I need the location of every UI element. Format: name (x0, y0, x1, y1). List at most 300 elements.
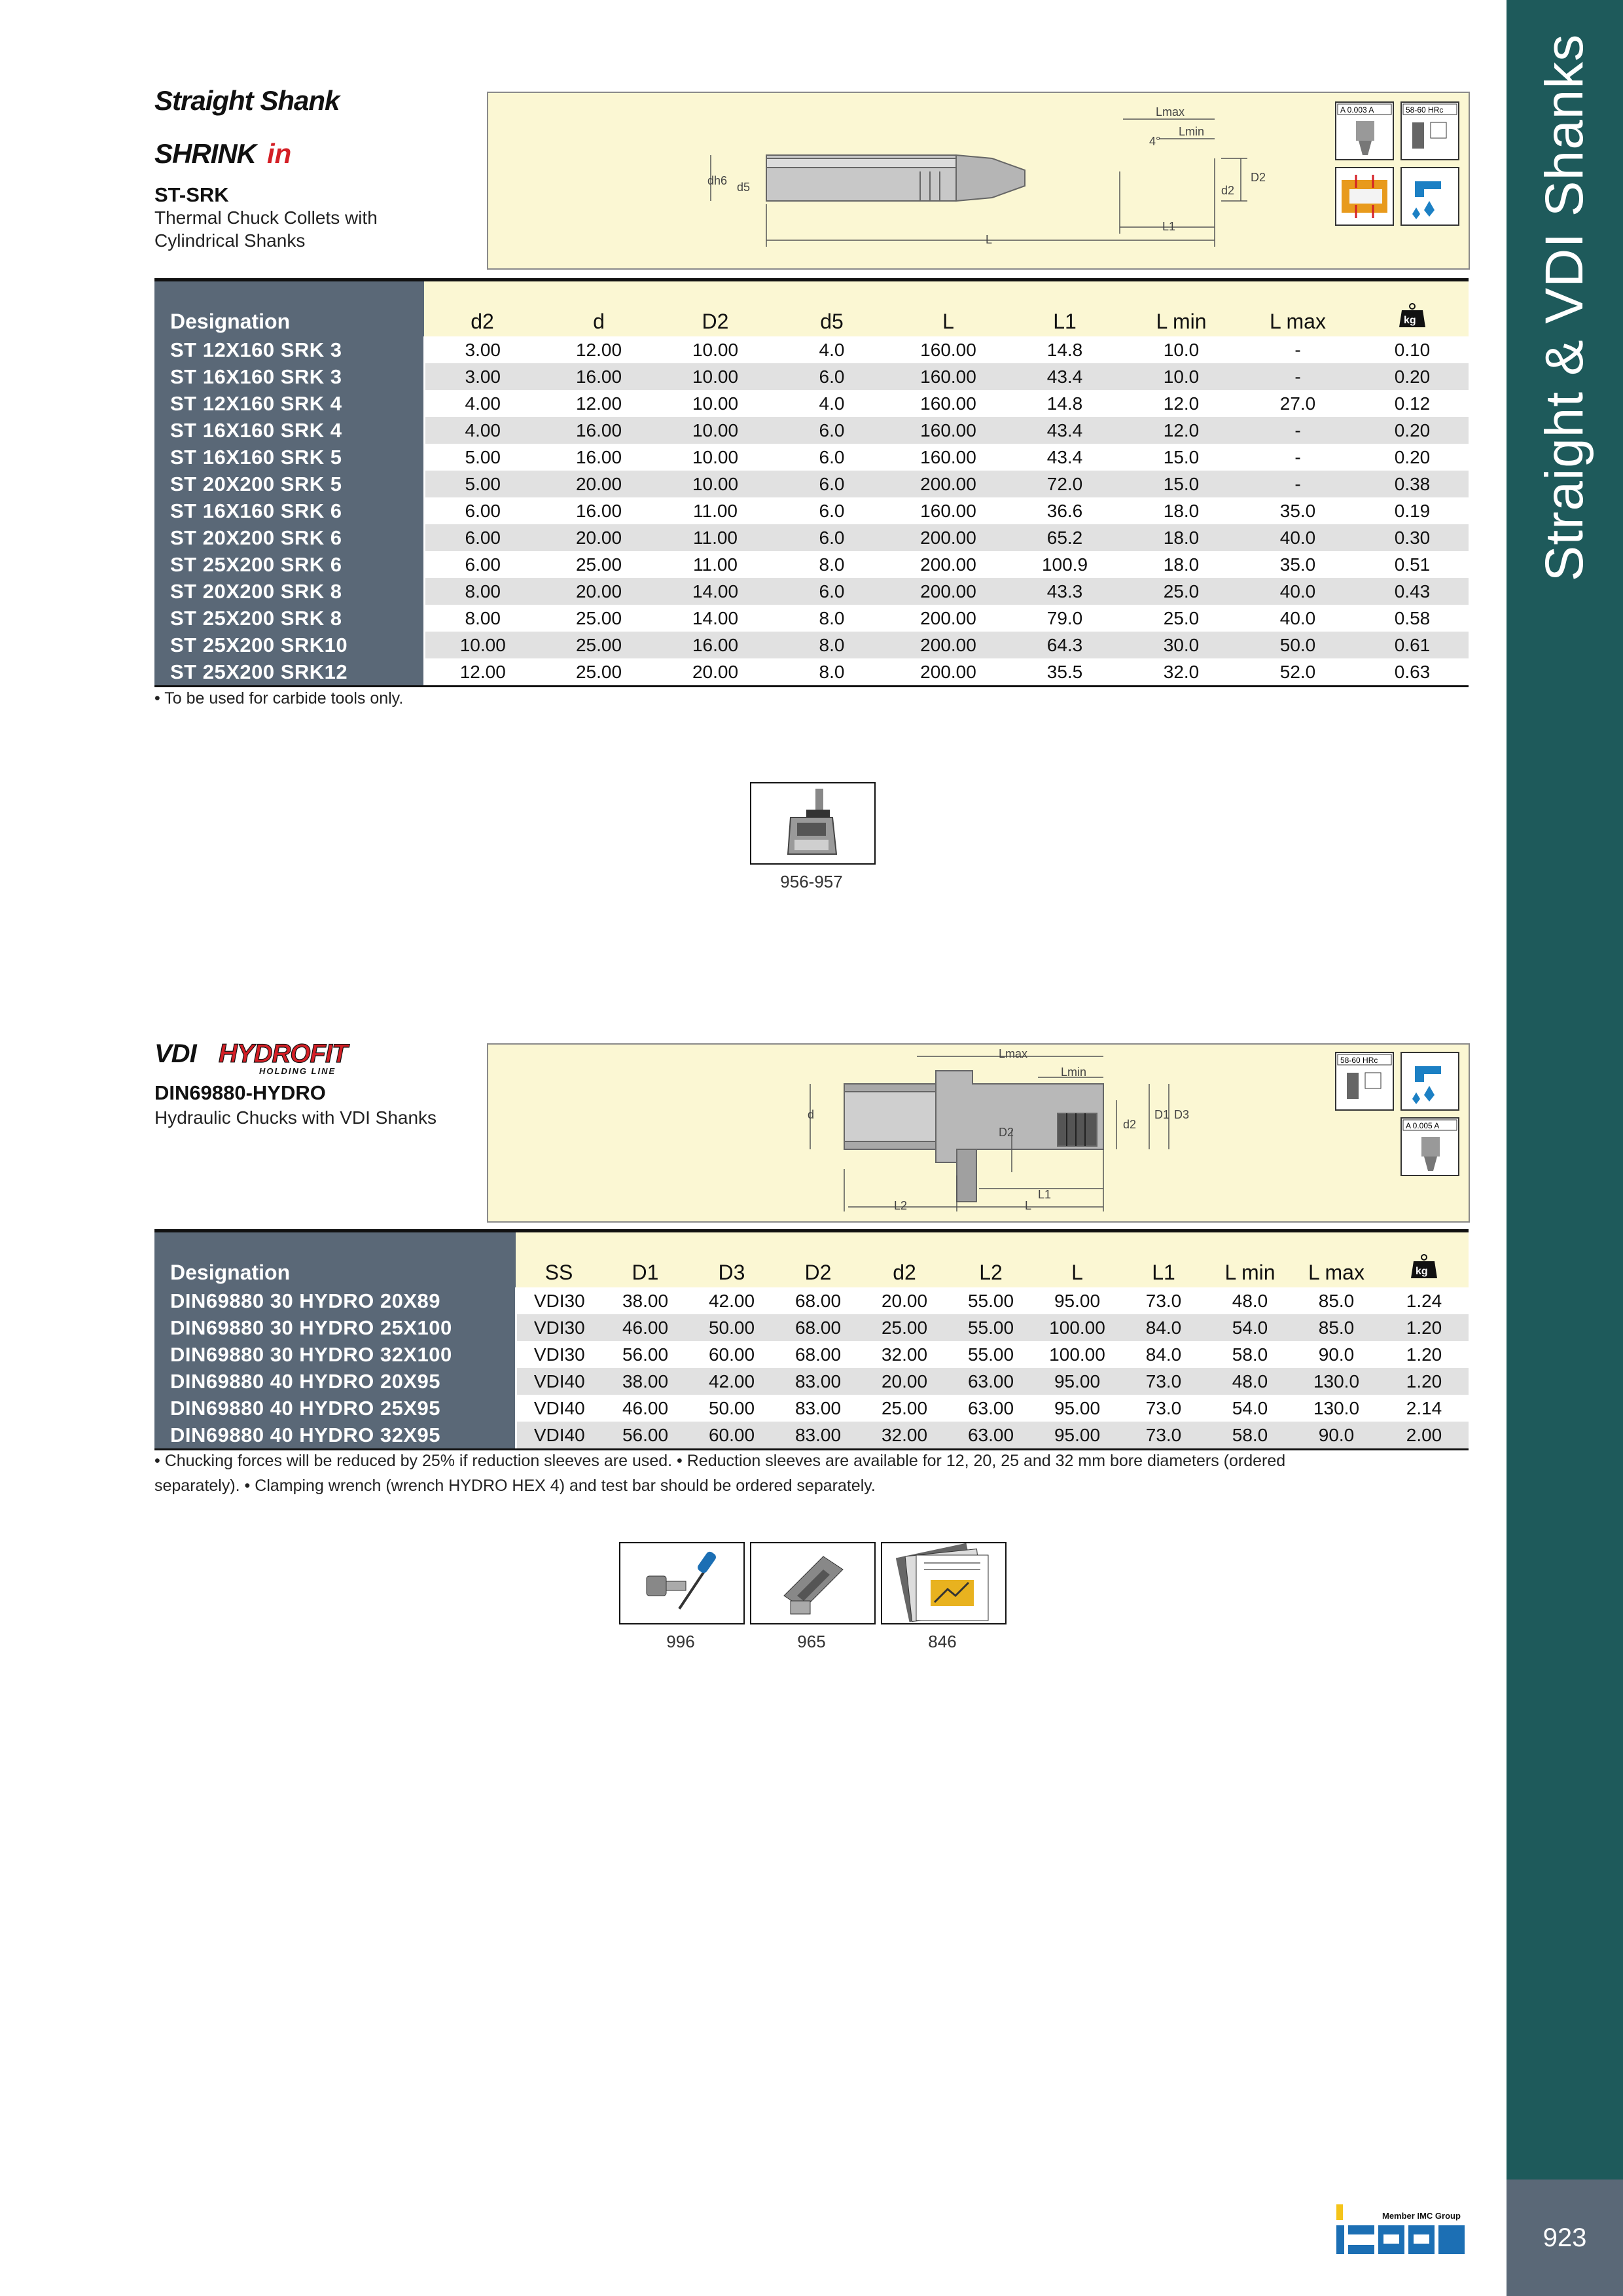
table-row (154, 1368, 1469, 1395)
t2-value-cell: 58.0 (1207, 1341, 1293, 1368)
t1-value-cell: 5.00 (424, 471, 541, 497)
sleeve-icon (751, 1543, 874, 1623)
t2-value-cell: 100.00 (1034, 1314, 1120, 1341)
t1-value-cell: 6.0 (774, 444, 890, 471)
col-L: L (890, 280, 1007, 337)
brand-vdi: VDI (154, 1039, 196, 1068)
t1-value-cell: 8.0 (774, 551, 890, 578)
section1-note: • To be used for carbide tools only. (154, 689, 404, 708)
hardness-text: 58-60 HRc (1406, 105, 1444, 115)
t1-designation-cell: ST 25X200 SRK 6 (154, 551, 424, 578)
t1-value-cell: 30.0 (1123, 632, 1240, 658)
t2-value-cell: 54.0 (1207, 1395, 1293, 1422)
t1-value-cell: 35.0 (1240, 497, 1356, 524)
t2-value-cell: 95.00 (1034, 1287, 1120, 1314)
t2-value-cell: 58.0 (1207, 1422, 1293, 1450)
table-row (154, 1395, 1469, 1422)
t1-value-cell: 8.0 (774, 632, 890, 658)
t2-value-cell: 20.00 (861, 1287, 948, 1314)
col2-lmax: L max (1293, 1231, 1380, 1288)
t1-value-cell: 10.00 (657, 363, 774, 390)
shrink-collet-drawing (488, 93, 1469, 268)
t1-designation-cell: ST 20X200 SRK 8 (154, 578, 424, 605)
t1-designation-cell: ST 16X160 SRK 3 (154, 363, 424, 390)
col-D2: D2 (657, 280, 774, 337)
t1-value-cell: 25.00 (541, 551, 657, 578)
hardness-icon-2 (1335, 1052, 1394, 1111)
t2-designation-cell: DIN69880 40 HYDRO 32X95 (154, 1422, 516, 1450)
t2-value-cell: 73.0 (1120, 1422, 1207, 1450)
t1-value-cell: 18.0 (1123, 497, 1240, 524)
drawing2-label-lmin: Lmin (1061, 1066, 1087, 1079)
t1-value-cell: 25.00 (541, 658, 657, 687)
t1-value-cell: 52.0 (1240, 658, 1356, 687)
t1-value-cell: 0.10 (1356, 336, 1469, 363)
t2-value-cell: 56.00 (602, 1422, 688, 1450)
t1-value-cell: 6.0 (774, 471, 890, 497)
shrinkin-logo (154, 134, 312, 173)
t1-value-cell: 12.00 (541, 336, 657, 363)
t1-value-cell: 3.00 (424, 363, 541, 390)
tolerance-text: A 0.003 A (1340, 105, 1374, 115)
hardness-text-2: 58-60 HRc (1340, 1056, 1378, 1065)
t2-value-cell: 2.00 (1380, 1422, 1469, 1450)
t1-value-cell: 14.00 (657, 605, 774, 632)
weight-icon-2 (1410, 1253, 1438, 1276)
t1-designation-cell: ST 12X160 SRK 4 (154, 390, 424, 417)
t1-value-cell: 0.61 (1356, 632, 1469, 658)
shrink-machine-icon (751, 783, 874, 863)
t1-value-cell: 0.20 (1356, 363, 1469, 390)
t2-value-cell: 32.00 (861, 1341, 948, 1368)
t1-value-cell: 35.0 (1240, 551, 1356, 578)
section2-table (154, 1229, 1469, 1450)
t1-value-cell: 200.00 (890, 471, 1007, 497)
hydraulic-chuck-drawing (488, 1045, 1469, 1221)
drawing-label-angle: 4° (1149, 135, 1161, 148)
t1-value-cell: 12.00 (424, 658, 541, 687)
drawing2-label-d: d (808, 1108, 815, 1121)
catalog-icon (882, 1543, 1005, 1623)
drawing-label-D2: D2 (1251, 171, 1266, 184)
t1-value-cell: - (1240, 336, 1356, 363)
t2-value-cell: VDI30 (516, 1341, 602, 1368)
t2-value-cell: 38.00 (602, 1287, 688, 1314)
table-row (154, 632, 1469, 658)
table-row (154, 1287, 1469, 1314)
t1-value-cell: 20.00 (657, 658, 774, 687)
t2-value-cell: 46.00 (602, 1314, 688, 1341)
t1-value-cell: 0.63 (1356, 658, 1469, 687)
t2-designation-cell: DIN69880 30 HYDRO 32X100 (154, 1341, 516, 1368)
table-row (154, 336, 1469, 363)
t2-value-cell: 63.00 (948, 1368, 1034, 1395)
section1-table (154, 278, 1469, 687)
t1-designation-cell: ST 25X200 SRK12 (154, 658, 424, 687)
t1-value-cell: 15.0 (1123, 444, 1240, 471)
ref-965-box[interactable] (750, 1542, 876, 1624)
t1-value-cell: 20.00 (541, 578, 657, 605)
t1-value-cell: 25.0 (1123, 578, 1240, 605)
drawing-label-lmin: Lmin (1179, 125, 1205, 138)
t1-value-cell: 0.30 (1356, 524, 1469, 551)
hardness-icon (1400, 101, 1459, 160)
col-designation: Designation (154, 280, 424, 337)
t1-value-cell: - (1240, 363, 1356, 390)
t2-value-cell: 85.0 (1293, 1287, 1380, 1314)
t1-value-cell: - (1240, 444, 1356, 471)
t1-value-cell: 14.00 (657, 578, 774, 605)
ref-996-label: 996 (666, 1632, 695, 1651)
table-row (154, 390, 1469, 417)
t1-value-cell: 6.0 (774, 363, 890, 390)
t1-value-cell: 27.0 (1240, 390, 1356, 417)
t1-value-cell: 6.00 (424, 524, 541, 551)
col-d2: d2 (424, 280, 541, 337)
t1-value-cell: 12.00 (541, 390, 657, 417)
heat-shrink-icon (1335, 167, 1394, 226)
table-row (154, 1422, 1469, 1450)
t2-designation-cell: DIN69880 30 HYDRO 20X89 (154, 1287, 516, 1314)
col-d5: d5 (774, 280, 890, 337)
t2-value-cell: 73.0 (1120, 1368, 1207, 1395)
table-row (154, 524, 1469, 551)
t2-value-cell: 85.0 (1293, 1314, 1380, 1341)
t1-value-cell: 20.00 (541, 471, 657, 497)
t2-value-cell: 1.24 (1380, 1287, 1469, 1314)
t1-value-cell: 6.00 (424, 551, 541, 578)
col2-d2: d2 (861, 1231, 948, 1288)
ref-956-957-box[interactable] (750, 782, 876, 865)
t1-value-cell: 25.0 (1123, 605, 1240, 632)
brand-hydro: HYDROFIT (219, 1039, 348, 1068)
t2-value-cell: 100.00 (1034, 1341, 1120, 1368)
t1-value-cell: 6.0 (774, 417, 890, 444)
t2-value-cell: 38.00 (602, 1368, 688, 1395)
tolerance-icon-2 (1400, 1117, 1459, 1176)
t2-value-cell: 55.00 (948, 1287, 1034, 1314)
t1-value-cell: 4.00 (424, 417, 541, 444)
t1-value-cell: 14.8 (1007, 336, 1123, 363)
t1-value-cell: 10.00 (657, 471, 774, 497)
t1-value-cell: 32.0 (1123, 658, 1240, 687)
t1-value-cell: - (1240, 471, 1356, 497)
t1-designation-cell: ST 16X160 SRK 6 (154, 497, 424, 524)
t2-value-cell: 20.00 (861, 1368, 948, 1395)
vdi-hydrofit-logo (154, 1037, 390, 1077)
t2-value-cell: 60.00 (688, 1341, 775, 1368)
t1-value-cell: 43.4 (1007, 444, 1123, 471)
t1-value-cell: 200.00 (890, 605, 1007, 632)
t1-value-cell: 65.2 (1007, 524, 1123, 551)
t1-value-cell: 0.20 (1356, 444, 1469, 471)
section1-subtitle-1: Thermal Chuck Collets with (154, 207, 378, 228)
t2-value-cell: 42.00 (688, 1368, 775, 1395)
t2-value-cell: VDI30 (516, 1287, 602, 1314)
svg-text:in: in (267, 138, 292, 169)
t2-value-cell: 95.00 (1034, 1395, 1120, 1422)
t1-value-cell: 35.5 (1007, 658, 1123, 687)
t2-value-cell: 54.0 (1207, 1314, 1293, 1341)
section1-drawing-panel (487, 92, 1470, 270)
t1-value-cell: 10.00 (657, 336, 774, 363)
t1-value-cell: 6.0 (774, 578, 890, 605)
t1-value-cell: 0.19 (1356, 497, 1469, 524)
section2-table-header (154, 1231, 1469, 1288)
t1-value-cell: 25.00 (541, 605, 657, 632)
t2-value-cell: 68.00 (775, 1287, 861, 1314)
section1-table-header (154, 280, 1469, 337)
drawing2-label-D3: D3 (1174, 1108, 1190, 1121)
t1-value-cell: 14.8 (1007, 390, 1123, 417)
t1-designation-cell: ST 25X200 SRK 8 (154, 605, 424, 632)
t2-value-cell: 42.00 (688, 1287, 775, 1314)
table-row (154, 444, 1469, 471)
col2-L1: L1 (1120, 1231, 1207, 1288)
t1-value-cell: 18.0 (1123, 524, 1240, 551)
table-row (154, 1314, 1469, 1341)
drawing-label-dh6: dh6 (707, 174, 728, 187)
t1-value-cell: 200.00 (890, 632, 1007, 658)
t2-value-cell: 63.00 (948, 1395, 1034, 1422)
t1-value-cell: 6.0 (774, 524, 890, 551)
t1-value-cell: 40.0 (1240, 605, 1356, 632)
t1-designation-cell: ST 16X160 SRK 5 (154, 444, 424, 471)
t1-value-cell: 11.00 (657, 524, 774, 551)
t1-value-cell: 10.00 (657, 417, 774, 444)
t2-value-cell: 32.00 (861, 1422, 948, 1450)
weight-icon (1398, 302, 1427, 325)
t1-value-cell: 0.51 (1356, 551, 1469, 578)
t2-value-cell: 48.0 (1207, 1368, 1293, 1395)
t1-value-cell: 20.00 (541, 524, 657, 551)
t1-value-cell: 0.20 (1356, 417, 1469, 444)
t1-value-cell: 10.00 (657, 390, 774, 417)
ref-846-box[interactable] (881, 1542, 1007, 1624)
t1-value-cell: 15.0 (1123, 471, 1240, 497)
drawing-label-L: L (986, 233, 993, 246)
table-row (154, 551, 1469, 578)
col2-D1: D1 (602, 1231, 688, 1288)
t1-value-cell: 25.00 (541, 632, 657, 658)
t2-value-cell: 50.00 (688, 1314, 775, 1341)
t2-value-cell: 83.00 (775, 1368, 861, 1395)
drawing2-label-D1: D1 (1154, 1108, 1170, 1121)
table-row (154, 578, 1469, 605)
weight-icon-text: kg (1404, 315, 1416, 326)
tolerance-icon (1335, 101, 1394, 160)
t2-value-cell: 63.00 (948, 1422, 1034, 1450)
t1-value-cell: 3.00 (424, 336, 541, 363)
t1-value-cell: 16.00 (541, 363, 657, 390)
col-lmin: L min (1123, 280, 1240, 337)
drawing2-label-lmax: Lmax (999, 1047, 1028, 1060)
ref-956-957-label: 956-957 (780, 872, 843, 891)
iscar-tagline: Member IMC Group (1382, 2211, 1461, 2221)
col-L1: L1 (1007, 280, 1123, 337)
t1-value-cell: 11.00 (657, 497, 774, 524)
section2-code: DIN69880-HYDRO (154, 1081, 326, 1104)
t1-value-cell: 8.00 (424, 605, 541, 632)
col2-designation: Designation (154, 1231, 516, 1288)
t1-value-cell: 43.3 (1007, 578, 1123, 605)
coolant-icon (1400, 167, 1459, 226)
t1-value-cell: 160.00 (890, 444, 1007, 471)
t2-value-cell: 95.00 (1034, 1422, 1120, 1450)
t2-value-cell: 46.00 (602, 1395, 688, 1422)
t2-value-cell: 55.00 (948, 1341, 1034, 1368)
t1-value-cell: 16.00 (541, 497, 657, 524)
drawing-label-d5: d5 (737, 181, 751, 194)
t1-value-cell: 200.00 (890, 551, 1007, 578)
t2-value-cell: 83.00 (775, 1395, 861, 1422)
t1-value-cell: 10.00 (424, 632, 541, 658)
t1-value-cell: 12.0 (1123, 390, 1240, 417)
t2-value-cell: VDI40 (516, 1422, 602, 1450)
t1-value-cell: 79.0 (1007, 605, 1123, 632)
t2-value-cell: 95.00 (1034, 1368, 1120, 1395)
svg-text:SHRINK: SHRINK (154, 138, 257, 169)
t2-value-cell: 50.00 (688, 1395, 775, 1422)
t1-value-cell: 160.00 (890, 417, 1007, 444)
weight-icon-2-text: kg (1416, 1266, 1428, 1277)
side-title-text: Straight & VDI Shanks (1535, 33, 1594, 582)
t2-value-cell: 68.00 (775, 1341, 861, 1368)
t1-value-cell: 16.00 (541, 417, 657, 444)
col2-lmin: L min (1207, 1231, 1293, 1288)
drawing-label-lmax: Lmax (1156, 105, 1185, 118)
section1-code: ST-SRK (154, 183, 229, 206)
t1-value-cell: 5.00 (424, 444, 541, 471)
col2-D3: D3 (688, 1231, 775, 1288)
t2-designation-cell: DIN69880 30 HYDRO 25X100 (154, 1314, 516, 1341)
drawing2-label-L2: L2 (894, 1199, 908, 1212)
table-row (154, 363, 1469, 390)
t1-value-cell: 0.12 (1356, 390, 1469, 417)
t1-value-cell: 4.00 (424, 390, 541, 417)
col2-D2: D2 (775, 1231, 861, 1288)
t1-value-cell: 40.0 (1240, 578, 1356, 605)
t1-value-cell: 0.43 (1356, 578, 1469, 605)
drawing-label-d2: d2 (1221, 184, 1235, 197)
t1-value-cell: 12.0 (1123, 417, 1240, 444)
t1-value-cell: - (1240, 417, 1356, 444)
t2-value-cell: VDI30 (516, 1314, 602, 1341)
t1-value-cell: 10.00 (657, 444, 774, 471)
brand-tagline: HOLDING LINE (259, 1066, 336, 1076)
t2-value-cell: 130.0 (1293, 1368, 1380, 1395)
table-row (154, 497, 1469, 524)
t1-value-cell: 0.38 (1356, 471, 1469, 497)
t1-value-cell: 160.00 (890, 497, 1007, 524)
table-row (154, 417, 1469, 444)
section2-drawing-panel (487, 1043, 1470, 1223)
t1-value-cell: 18.0 (1123, 551, 1240, 578)
t2-value-cell: 73.0 (1120, 1395, 1207, 1422)
t2-value-cell: VDI40 (516, 1368, 602, 1395)
section2-note-1: • Chucking forces will be reduced by 25% if reduction sleeves are used. • Reduction sleeves are available for 12, 20, 25 and 32 mm bore diameters (ordered (154, 1452, 1286, 1470)
t2-designation-cell: DIN69880 40 HYDRO 25X95 (154, 1395, 516, 1422)
t1-value-cell: 200.00 (890, 524, 1007, 551)
t2-value-cell: 73.0 (1120, 1287, 1207, 1314)
t1-value-cell: 10.0 (1123, 336, 1240, 363)
t1-value-cell: 8.0 (774, 605, 890, 632)
drawing-label-L1: L1 (1162, 220, 1176, 233)
t1-value-cell: 160.00 (890, 336, 1007, 363)
t2-value-cell: 83.00 (775, 1422, 861, 1450)
t2-value-cell: 60.00 (688, 1422, 775, 1450)
t1-value-cell: 160.00 (890, 390, 1007, 417)
t2-value-cell: VDI40 (516, 1395, 602, 1422)
t1-value-cell: 6.0 (774, 497, 890, 524)
col-d: d (541, 280, 657, 337)
drawing2-label-L1: L1 (1038, 1188, 1052, 1201)
t1-value-cell: 16.00 (657, 632, 774, 658)
col2-L: L (1034, 1231, 1120, 1288)
t1-value-cell: 0.58 (1356, 605, 1469, 632)
table-row (154, 658, 1469, 687)
t2-value-cell: 1.20 (1380, 1341, 1469, 1368)
t1-value-cell: 50.0 (1240, 632, 1356, 658)
t1-value-cell: 4.0 (774, 336, 890, 363)
tolerance-text-2: A 0.005 A (1406, 1121, 1440, 1130)
table-row (154, 471, 1469, 497)
t2-value-cell: 84.0 (1120, 1341, 1207, 1368)
t1-value-cell: 11.00 (657, 551, 774, 578)
col2-ss: SS (516, 1231, 602, 1288)
t1-value-cell: 4.0 (774, 390, 890, 417)
t2-value-cell: 90.0 (1293, 1422, 1380, 1450)
table-row (154, 1341, 1469, 1368)
t1-value-cell: 8.00 (424, 578, 541, 605)
page-number: 923 (1507, 2179, 1623, 2296)
t1-value-cell: 200.00 (890, 658, 1007, 687)
table-row (154, 605, 1469, 632)
drawing2-label-d2: d2 (1123, 1118, 1137, 1131)
wrench-screw-icon (620, 1543, 743, 1623)
t2-value-cell: 2.14 (1380, 1395, 1469, 1422)
col-lmax: L max (1240, 280, 1356, 337)
t1-designation-cell: ST 20X200 SRK 6 (154, 524, 424, 551)
t1-value-cell: 6.00 (424, 497, 541, 524)
t1-designation-cell: ST 16X160 SRK 4 (154, 417, 424, 444)
t2-value-cell: 1.20 (1380, 1368, 1469, 1395)
t1-value-cell: 43.4 (1007, 417, 1123, 444)
t1-designation-cell: ST 20X200 SRK 5 (154, 471, 424, 497)
col-weight (1356, 280, 1469, 337)
t1-value-cell: 200.00 (890, 578, 1007, 605)
ref-846-label: 846 (928, 1632, 957, 1651)
t1-value-cell: 64.3 (1007, 632, 1123, 658)
t1-value-cell: 10.0 (1123, 363, 1240, 390)
t2-value-cell: 56.00 (602, 1341, 688, 1368)
section2-subtitle: Hydraulic Chucks with VDI Shanks (154, 1107, 437, 1128)
t1-value-cell: 72.0 (1007, 471, 1123, 497)
iscar-logo (1335, 2199, 1472, 2258)
drawing2-label-D2: D2 (999, 1126, 1014, 1139)
t2-value-cell: 90.0 (1293, 1341, 1380, 1368)
t2-value-cell: 1.20 (1380, 1314, 1469, 1341)
ref-965-label: 965 (797, 1632, 826, 1651)
t2-designation-cell: DIN69880 40 HYDRO 20X95 (154, 1368, 516, 1395)
t1-value-cell: 8.0 (774, 658, 890, 687)
t2-value-cell: 68.00 (775, 1314, 861, 1341)
t2-value-cell: 130.0 (1293, 1395, 1380, 1422)
t1-value-cell: 40.0 (1240, 524, 1356, 551)
t2-value-cell: 55.00 (948, 1314, 1034, 1341)
ref-996-box[interactable] (619, 1542, 745, 1624)
t1-designation-cell: ST 25X200 SRK10 (154, 632, 424, 658)
